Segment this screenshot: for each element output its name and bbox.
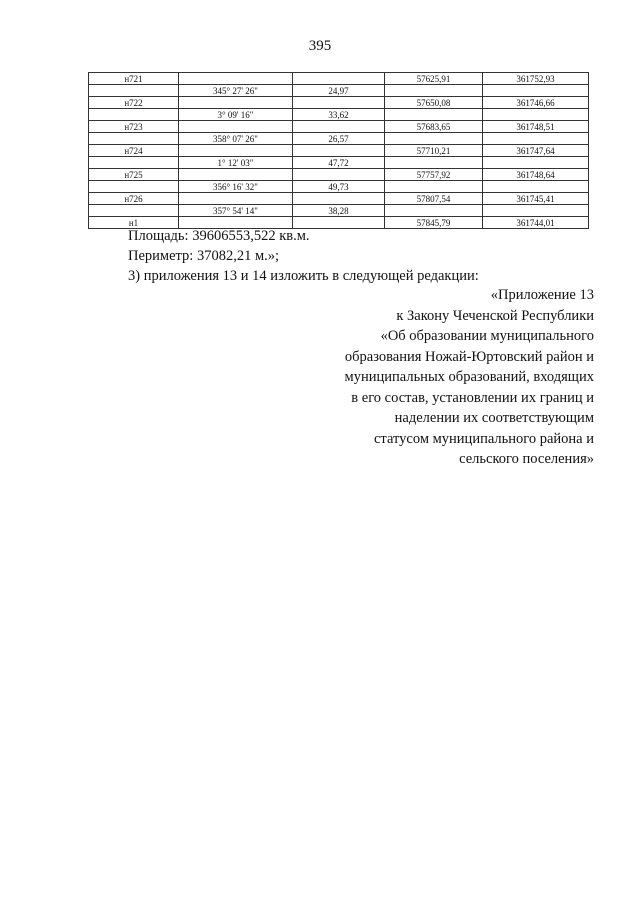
x-coordinate-cell (385, 133, 483, 145)
body-text (88, 226, 594, 286)
bearing-cell (179, 73, 293, 85)
y-coordinate-cell: 361752,93 (483, 73, 589, 85)
table-row (89, 85, 589, 97)
x-coordinate-cell: 57757,92 (385, 169, 483, 181)
table-row (89, 109, 589, 121)
x-coordinate-cell (385, 181, 483, 193)
y-coordinate-cell (483, 85, 589, 97)
distance-cell (293, 73, 385, 85)
point-id-cell: н721 (89, 73, 179, 85)
x-coordinate-cell (385, 109, 483, 121)
x-coordinate-cell: 57807,54 (385, 193, 483, 205)
area-line: Площадь: 39606553,522 кв.м. (128, 228, 310, 244)
y-coordinate-cell (483, 109, 589, 121)
appendix-line: статусом муниципального района и (374, 430, 594, 447)
table-row (89, 97, 589, 109)
y-coordinate-cell (483, 205, 589, 217)
y-coordinate-cell (483, 181, 589, 193)
distance-cell (293, 121, 385, 133)
y-coordinate-cell (483, 133, 589, 145)
appendix-line: муниципальных образований, входящих (344, 369, 594, 385)
bearing-cell (179, 169, 293, 181)
distance-cell: 49,73 (293, 181, 385, 193)
distance-cell: 47,72 (293, 157, 385, 169)
y-coordinate-cell (483, 157, 589, 169)
x-coordinate-cell (385, 205, 483, 217)
bearing-cell (179, 97, 293, 109)
bearing-cell: 358° 07' 26" (179, 133, 293, 145)
y-coordinate-cell: 361745,41 (483, 193, 589, 205)
x-coordinate-cell: 57683,65 (385, 121, 483, 133)
bearing-cell: 345° 27' 26" (179, 85, 293, 97)
distance-cell (293, 145, 385, 157)
appendix-line: «Об образовании муниципального (380, 328, 594, 344)
distance-cell: 24,97 (293, 85, 385, 97)
y-coordinate-cell: 361746,66 (483, 97, 589, 109)
point-id-cell (89, 205, 179, 217)
bearing-cell: 1° 12' 03" (179, 157, 293, 169)
table-row (89, 181, 589, 193)
point-id-cell (89, 181, 179, 193)
appendix-line: в его состав, установлении их границ и (351, 389, 594, 406)
bearing-cell: 357° 54' 14" (179, 205, 293, 217)
point-id-cell (89, 133, 179, 145)
point-id-cell: н1 (89, 217, 179, 229)
y-coordinate-cell: 361748,64 (483, 169, 589, 181)
appendix-line: к Закону Чеченской Республики (396, 307, 594, 324)
table-row (89, 169, 589, 181)
appendix-heading (300, 285, 594, 470)
bearing-cell (179, 193, 293, 205)
bearing-cell: 356° 16' 32" (179, 181, 293, 193)
table-row (89, 73, 589, 85)
bearing-cell (179, 121, 293, 133)
y-coordinate-cell: 361748,51 (483, 121, 589, 133)
distance-cell (293, 193, 385, 205)
point-id-cell: н722 (89, 97, 179, 109)
coordinates-table (88, 72, 589, 229)
distance-cell: 38,28 (293, 205, 385, 217)
distance-cell: 26,57 (293, 133, 385, 145)
point-id-cell: н725 (89, 169, 179, 181)
point-id-cell (89, 85, 179, 97)
x-coordinate-cell (385, 157, 483, 169)
x-coordinate-cell: 57845,79 (385, 217, 483, 229)
distance-cell (293, 97, 385, 109)
table-row (89, 121, 589, 133)
coordinates-table-body (89, 73, 589, 229)
table-row (89, 193, 589, 205)
table-row (89, 133, 589, 145)
point-id-cell (89, 157, 179, 169)
distance-cell: 33,62 (293, 109, 385, 121)
table-row (89, 157, 589, 169)
x-coordinate-cell: 57710,21 (385, 145, 483, 157)
page-number: 395 (308, 38, 332, 54)
y-coordinate-cell: 361744,01 (483, 217, 589, 229)
y-coordinate-cell: 361747,64 (483, 145, 589, 157)
appendix-line: сельского поселения» (459, 451, 594, 467)
appendix-line: «Приложение 13 (490, 287, 594, 303)
appendix-line: образования Ножай-Юртовский район и (344, 348, 594, 365)
item-3-line: 3) приложения 13 и 14 изложить в следующей редакции: (128, 268, 479, 284)
perimeter-line: Периметр: 37082,21 м.»; (128, 248, 280, 264)
point-id-cell (89, 109, 179, 121)
x-coordinate-cell (385, 85, 483, 97)
bearing-cell (179, 145, 293, 157)
point-id-cell: н724 (89, 145, 179, 157)
point-id-cell: н726 (89, 193, 179, 205)
x-coordinate-cell: 57650,08 (385, 97, 483, 109)
x-coordinate-cell: 57625,91 (385, 73, 483, 85)
bearing-cell: 3° 09' 16" (179, 109, 293, 121)
point-id-cell: н723 (89, 121, 179, 133)
table-row (89, 205, 589, 217)
appendix-line: наделении их соответствующим (394, 410, 594, 426)
distance-cell (293, 169, 385, 181)
table-row (89, 145, 589, 157)
